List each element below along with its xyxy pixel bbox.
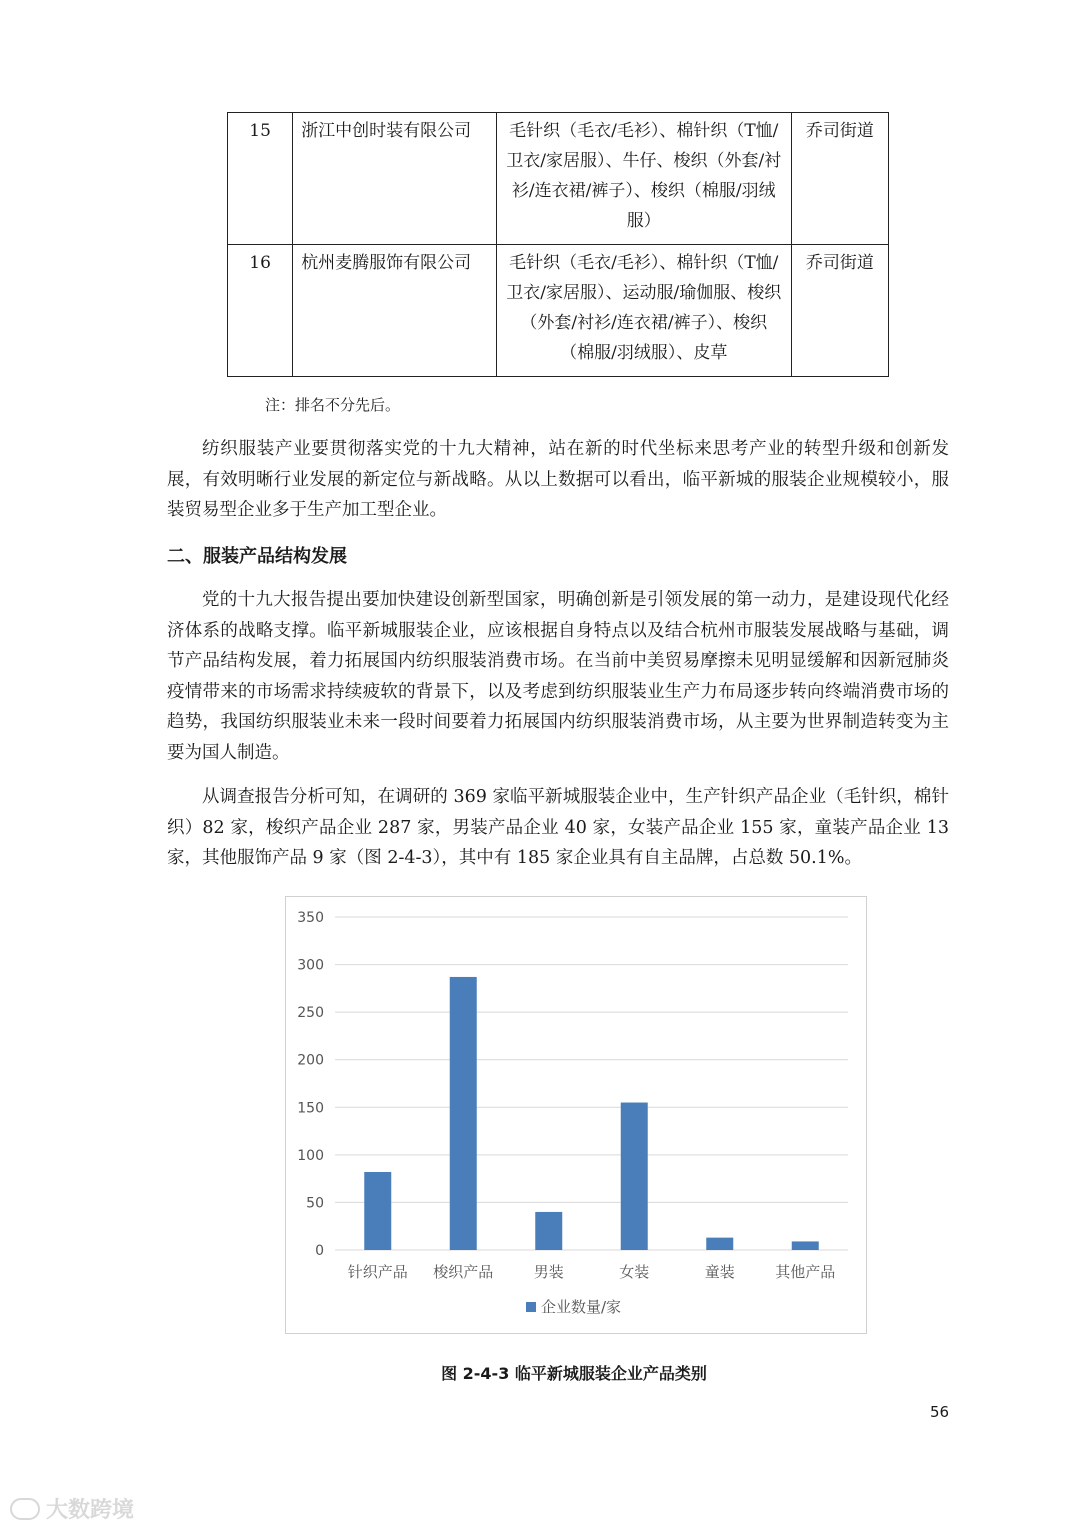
x-category-label: 女装	[619, 1263, 650, 1281]
company-name: 杭州麦腾服饰有限公司	[293, 245, 497, 377]
y-tick-label: 0	[315, 1243, 324, 1259]
bar-chart	[285, 896, 867, 1334]
y-tick-label: 200	[297, 1052, 324, 1069]
chart-legend	[526, 1298, 621, 1316]
figure-caption: 图 2-4-3 临平新城服装企业产品类别	[441, 1364, 707, 1383]
bar-3	[621, 1103, 648, 1250]
watermark-text: 大数跨境	[46, 1498, 135, 1523]
paragraph-1: 纺织服装产业要贯彻落实党的十九大精神，站在新的时代坐标来思考产业的转型升级和创新发展，有效明晰行业发展的新定位与新战略。从以上数据可以看出，临平新城的服装企业规模较小，服装贸易型企业多于生产加工型企业。	[167, 439, 949, 520]
location: 乔司街道	[791, 113, 888, 245]
watermark	[10, 1493, 134, 1524]
x-category-label: 针织产品	[347, 1263, 408, 1281]
row-number: 16	[228, 245, 293, 377]
table-row	[228, 245, 889, 377]
legend-swatch	[526, 1302, 536, 1312]
y-tick-label: 100	[297, 1147, 324, 1164]
y-tick-label: 250	[297, 1005, 324, 1022]
bar-2	[535, 1212, 562, 1250]
x-category-label: 其他产品	[775, 1263, 836, 1281]
location: 乔司街道	[791, 245, 888, 377]
y-tick-label: 50	[306, 1195, 324, 1212]
product-types: 毛针织（毛衣/毛衫）、棉针织（T恤/卫衣/家居服）、牛仔、梭织（外套/衬衫/连衣裙/裤子）、梭织（棉服/羽绒服）	[496, 113, 791, 245]
enterprise-table	[227, 112, 889, 377]
product-types: 毛针织（毛衣/毛衫）、棉针织（T恤/卫衣/家居服）、运动服/瑜伽服、梭织（外套/衬衫/连衣裙/裤子）、梭织（棉服/羽绒服）、皮草	[496, 245, 791, 377]
bar-4	[706, 1238, 733, 1250]
page-number: 56	[930, 1403, 950, 1421]
table-row	[228, 113, 889, 245]
y-tick-label: 150	[297, 1100, 324, 1117]
bar-5	[792, 1241, 819, 1250]
legend-label: 企业数量/家	[541, 1298, 622, 1316]
x-category-label: 男装	[533, 1263, 564, 1281]
paragraph-2: 党的十九大报告提出要加快建设创新型国家，明确创新是引领发展的第一动力，是建设现代化经济体系的战略支撑。临平新城服装企业，应该根据自身特点以及结合杭州市服装发展战略与基础，调节产品结构发展，着力拓展国内纺织服装消费市场。在当前中美贸易摩擦未见明显缓解和因新冠肺炎疫情带来的市场需求持续疲软的背景下，以及考虑到纺织服装业生产力布局逐步转向终端消费市场的趋势，我国纺织服装业未来一段时间要着力拓展国内纺织服装消费市场，从主要为世界制造转变为主要为国人制造。	[167, 590, 949, 763]
paragraph-3: 从调查报告分析可知，在调研的 369 家临平新城服装企业中，生产针织产品企业（毛针织，棉针织）82 家，梭织产品企业 287 家，男装产品企业 40 家，女装产品企业 155 家，童装产品企业 13 家，其他服饰产品 9 家（图 2-4-3），其中有 185 家企业具有自主品牌，占总数 50.1%。	[167, 787, 949, 868]
company-name: 浙江中创时装有限公司	[293, 113, 497, 245]
x-category-label: 梭织产品	[433, 1263, 494, 1281]
watermark-logo-icon	[10, 1498, 40, 1520]
y-tick-label: 300	[297, 957, 324, 974]
chart-svg	[286, 897, 868, 1335]
x-category-label: 童装	[704, 1263, 735, 1281]
bar-0	[364, 1172, 391, 1250]
table-note: 注：排名不分先后。	[265, 396, 401, 414]
bar-1	[450, 977, 477, 1250]
row-number: 15	[228, 113, 293, 245]
y-tick-label: 350	[297, 910, 324, 926]
section-heading: 二、服装产品结构发展	[167, 546, 347, 567]
